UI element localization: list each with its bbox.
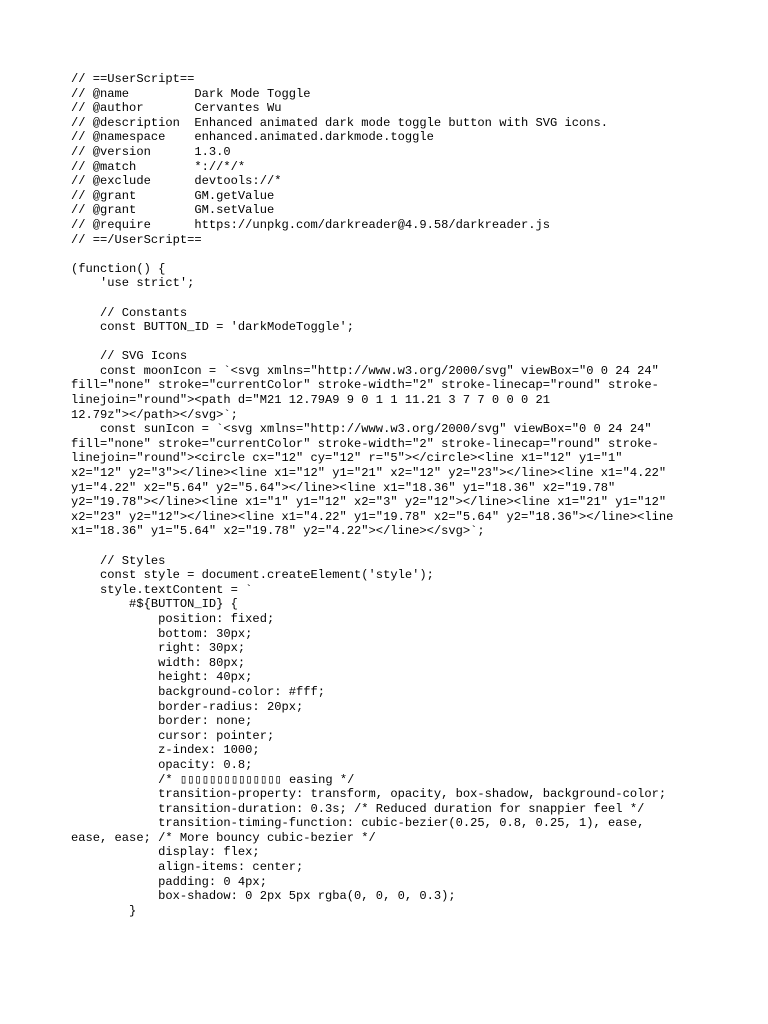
code-line: transition-property: transform, opacity, box-shadow, background-color;	[71, 787, 667, 802]
code-line: const BUTTON_ID = 'darkModeToggle';	[71, 320, 355, 335]
code-line	[71, 335, 711, 350]
code-line: bottom: 30px;	[71, 626, 253, 641]
code-line: cursor: pointer;	[71, 728, 275, 743]
code-line	[71, 539, 711, 554]
code-line: fill="none" stroke="currentColor" stroke-width="2" stroke-linecap="round" stroke-	[71, 378, 659, 393]
code-line: display: flex;	[71, 845, 260, 860]
code-line: // @version 1.3.0	[71, 144, 231, 159]
code-line: transition-timing-function: cubic-bezier(0.25, 0.8, 0.25, 1), ease,	[71, 816, 645, 831]
code-line: // ==/UserScript==	[71, 232, 202, 247]
code-line: background-color: #fff;	[71, 684, 326, 699]
code-line: // @namespace enhanced.animated.darkmode.toggle	[71, 130, 434, 145]
code-line: // @exclude devtools://*	[71, 174, 282, 189]
code-line: // SVG Icons	[71, 349, 188, 364]
code-line: opacity: 0.8;	[71, 757, 253, 772]
code-line: padding: 0 4px;	[71, 874, 267, 889]
code-line: x2="23" y2="12"></line><line x1="4.22" y1="19.78" x2="5.64" y2="18.36"></line><line	[71, 509, 674, 524]
code-line: linejoin="round"><circle cx="12" cy="12" r="5"></circle><line x1="12" y1="1"	[71, 451, 623, 466]
code-line: x1="18.36" y1="5.64" x2="19.78" y2="4.22"></line></svg>`;	[71, 524, 485, 539]
code-line: (function() {	[71, 261, 166, 276]
code-line: // ==UserScript==	[71, 72, 195, 86]
code-line: // @name Dark Mode Toggle	[71, 86, 311, 101]
code-line: // @author Cervantes Wu	[71, 101, 282, 116]
code-line: align-items: center;	[71, 860, 304, 875]
code-line: const sunIcon = `<svg xmlns="http://www.w3.org/2000/svg" viewBox="0 0 24 24"	[71, 422, 652, 437]
code-block	[71, 72, 711, 918]
code-line: // @grant GM.setValue	[71, 203, 275, 218]
code-line: // @description Enhanced animated dark mode toggle button with SVG icons.	[71, 115, 609, 130]
code-line: const moonIcon = `<svg xmlns="http://www.w3.org/2000/svg" viewBox="0 0 24 24"	[71, 363, 659, 378]
code-line: x2="12" y2="3"></line><line x1="12" y1="21" x2="12" y2="23"></line><line x1="4.22"	[71, 466, 667, 481]
code-line: y2="19.78"></line><line x1="1" y1="12" x2="3" y2="12"></line><line x1="21" y1="12"	[71, 495, 667, 510]
code-line: style.textContent = `	[71, 582, 253, 597]
code-line: // @grant GM.getValue	[71, 188, 275, 203]
code-line: }	[71, 903, 137, 918]
code-line: const style = document.createElement('style');	[71, 568, 434, 583]
code-line: ease, ease; /* More bouncy cubic-bezier */	[71, 830, 376, 845]
code-line: 'use strict';	[71, 276, 195, 291]
code-line: y1="4.22" x2="5.64" y2="5.64"></line><line x1="18.36" y1="18.36" x2="19.78"	[71, 480, 616, 495]
code-line: // Styles	[71, 553, 166, 568]
code-line: #${BUTTON_ID} {	[71, 597, 238, 612]
code-line: linejoin="round"><path d="M21 12.79A9 9 0 1 1 11.21 3 7 7 0 0 0 21	[71, 393, 550, 408]
code-line	[71, 291, 711, 306]
code-line: 12.79z"></path></svg>`;	[71, 407, 238, 422]
code-line: transition-duration: 0.3s; /* Reduced duration for snappier feel */	[71, 801, 645, 816]
code-line: position: fixed;	[71, 611, 275, 626]
code-line: // @require https://unpkg.com/darkreader@4.9.58/darkreader.js	[71, 217, 550, 232]
code-line: height: 40px;	[71, 670, 253, 685]
code-line: border: none;	[71, 714, 253, 729]
code-line: fill="none" stroke="currentColor" stroke-width="2" stroke-linecap="round" stroke-	[71, 436, 659, 451]
code-line: z-index: 1000;	[71, 743, 260, 758]
code-line: width: 80px;	[71, 655, 246, 670]
code-line: box-shadow: 0 2px 5px rgba(0, 0, 0, 0.3);	[71, 889, 456, 904]
code-line: /* ▯▯▯▯▯▯▯▯▯▯▯▯▯▯ easing */	[71, 772, 355, 787]
code-line: border-radius: 20px;	[71, 699, 304, 714]
code-line	[71, 247, 711, 262]
code-line: right: 30px;	[71, 641, 246, 656]
code-line: // @match *://*/*	[71, 159, 246, 174]
code-line: // Constants	[71, 305, 188, 320]
